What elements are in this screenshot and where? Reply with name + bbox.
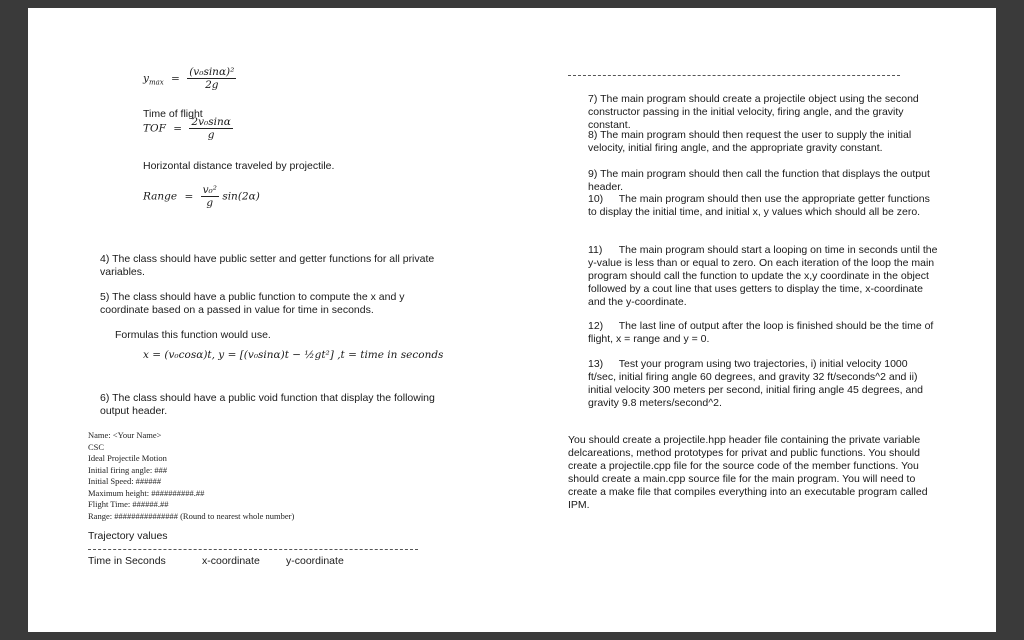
trajectory-col-x: x-coordinate [202,555,260,567]
header-line: Maximum height: ##########.## [88,487,205,498]
ymax-numerator: (v₀sinα)² [189,66,235,78]
range-rhs: sin(2α) [222,190,260,203]
range-formula: Range = $\frac{\text{v₀²}}{g}$ sin(2α) [143,184,260,209]
item-text: The last line of output after the loop is finished should be the time of flight, x = range and y = 0. [588,320,934,345]
list-item-7 [588,93,938,132]
range-denominator: g [206,197,214,209]
ymax-denominator: 2g [205,79,219,91]
motion-formula: x = (v₀cosα)t, y = [(v₀sinα)t − ½gt²] ,t = time in seconds [143,349,444,361]
item-number: 9) [588,168,598,180]
list-item-10 [588,193,938,219]
item-text: The main program should then use the appropriate getter functions to display the initial time, and initial x, y values which should all be zero. [588,193,930,218]
output-header-sample [88,430,468,522]
range-fraction [201,184,219,209]
list-item-4: 4) The class should have public setter and getter functions for all private variables. [100,253,435,278]
tof-label: Time of flight [143,108,203,120]
item-number: 13) [588,358,604,370]
list-item-5: 5) The class should have a public function to compute the x and y coordinate based on a passed in value for time in seconds. [100,291,405,316]
ymax-lhs: y [143,72,149,85]
item-text: The main program should then request the user to supply the initial velocity, initial firing angle, and the appropriate gravity constant. [588,129,912,154]
header-line: Flight Time: ######.## [88,499,169,509]
ymax-fraction [187,66,236,91]
tof-denominator: g [207,129,215,141]
header-line: Range: ############### (Round to nearest whole number) [88,510,295,521]
list-item-9 [588,168,938,194]
list-item-12 [588,320,938,346]
ymax-formula: $y_{max}$ = $\frac{\text{(v₀sinα)²}}{2g}$ [143,66,235,91]
item-number: 11) [588,244,603,256]
item-number: 7) [588,93,598,105]
trajectory-col-y: y-coordinate [286,555,344,567]
header-line: Ideal Projectile Motion [88,453,167,463]
header-line: Name: <Your Name> [88,430,162,440]
range-lhs: Range [143,190,178,203]
closing-paragraph: You should create a projectile.hpp header file containing the private variable delcareations, method prototypes for privat and public functions. You should create a projectile.cpp file for the source code of the member functions. You should create a main.cpp source file for the main program. You will need to create a make file that compiles everything into an executable program called IPM. [568,434,928,511]
tof-numerator: 2v₀sinα [191,116,231,128]
trajectory-col-time: Time in Seconds [88,555,166,567]
list-item-13 [588,358,938,410]
right-top-divider [568,75,900,76]
range-label: Horizontal distance traveled by projectile. [143,160,335,172]
item-number: 12) [588,320,604,332]
item-text: The main program should create a projectile object using the second constructor passing in the initial velocity, firing angle, and the gravity constant. [588,93,919,131]
item-text: Test your program using two trajectories, i) initial velocity 1000 ft/sec, initial firing angle 60 degrees, and gravity 32 ft/seconds^2 and ii) initial velocity 300 meters per second, initial firing angle 45 degrees, and gravity 9.8 meters/second^2. [588,358,924,409]
tof-lhs: TOF [143,122,166,135]
item-text: The main program should then call the function that displays the output header. [588,168,930,193]
range-numerator: v₀² [202,184,217,196]
header-line: Initial firing angle: ### [88,464,168,475]
header-line: CSC [88,441,105,452]
item-number: 8) [588,129,598,141]
ymax-sub: max [148,78,164,87]
list-item-6: 6) The class should have a public void function that display the following output header. [100,392,435,417]
item-number: 10) [588,193,604,205]
item-text: The main program should start a looping on time in seconds until the y-value is less than or equal to zero. On each iteration of the loop the main program should call the function to update the x,y coordinate in the object followed by a cout line that uses getters to display the time, x-coordinate and the y-coordinate. [588,244,938,308]
trajectory-title: Trajectory values [88,530,168,542]
trajectory-divider [88,549,418,550]
list-item-11 [588,244,938,309]
header-line: Initial Speed: ###### [88,476,162,486]
list-item-8 [588,129,938,155]
tof-formula: TOF = $\frac{\text{2v₀sinα}}{g}$ [143,116,231,141]
document-page [28,8,996,632]
tof-fraction [189,116,232,141]
formula-intro: Formulas this function would use. [115,329,271,341]
